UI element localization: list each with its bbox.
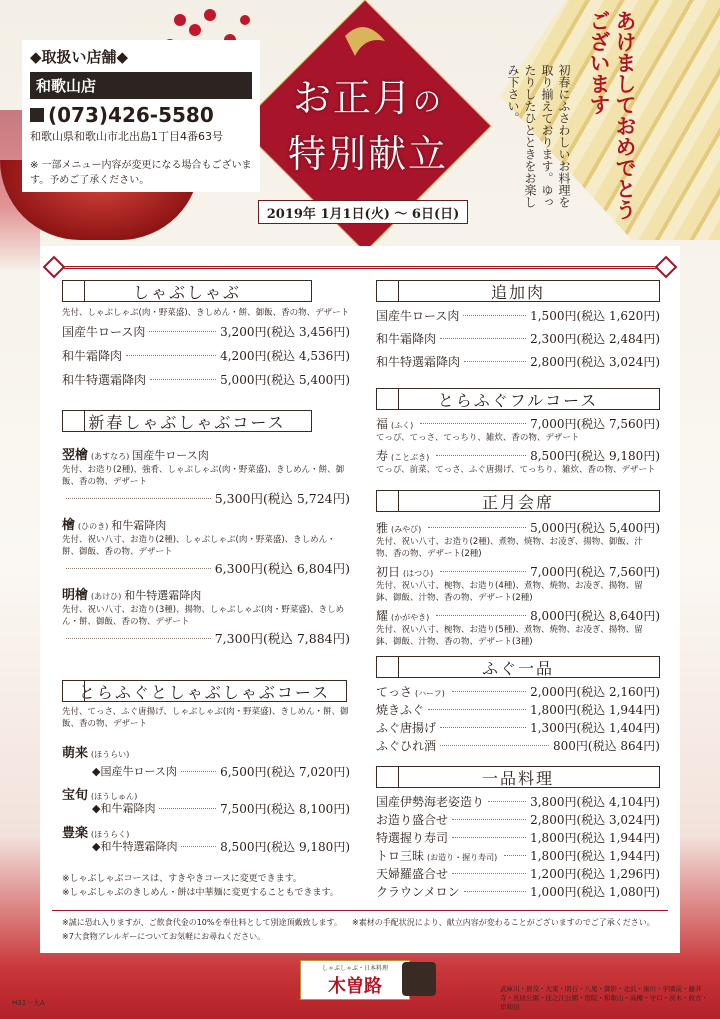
section-fugu-title: とらふぐとしゃぶしゃぶコース: [78, 682, 331, 702]
item-name: 和牛特選霜降肉: [62, 372, 147, 387]
item-furigana: (みやび): [391, 524, 422, 534]
section-fugu-ippin: [376, 656, 660, 678]
phone-icon: [30, 108, 44, 122]
item-furigana: (ふく): [391, 420, 414, 430]
item-furigana: (お造り・握り寿司): [427, 852, 498, 862]
item-desc: てっぴ、てっさ、てっちり、雑炊、香の物、デザート: [376, 433, 580, 443]
menu-row: [62, 322, 350, 340]
item-price: 5,000円(税込 5,400円): [220, 372, 350, 387]
item-desc: 先付、祝い八寸、椀物、お造り(4種)、煮物、焼物、お凌ぎ、揚物、留鉢、御飯、汁物、香の物、デザート(2種): [376, 581, 643, 603]
item-name: お造り盛合せ: [376, 812, 449, 827]
item-price: 7,000円(税込 7,560円): [530, 564, 660, 579]
item-price: 4,200円(税込 4,536円): [220, 348, 350, 363]
shabu-desc: 先付、しゃぶしゃぶ(肉・野菜盛)、きしめん・餅、御飯、香の物、デザート: [62, 308, 350, 318]
menu-row: [376, 700, 660, 718]
title-line2: 特別献立: [287, 132, 448, 176]
menu-row: [376, 864, 660, 882]
item-name: 特選握り寿司: [376, 830, 449, 845]
item-name: 耀: [376, 608, 389, 623]
menu-row: [62, 346, 350, 364]
item-desc: 先付、祝い八寸、椀物、お造り(5種)、煮物、焼物、お凌ぎ、揚物、留鉢、御飯、汁物、香の物、デザート(3種): [376, 625, 643, 647]
menu-row: [376, 518, 660, 536]
menu-row: [376, 718, 660, 736]
intro-text: 初春にふさわしいお料理を取り揃えております。ゆったりしたひとときをお楽しみ下さい。: [506, 64, 571, 208]
top-border: [52, 266, 668, 269]
course-desc: 先付、祝い八寸、お造り(3種)、揚物、しゃぶしゃぶ(肉・野菜盛)、きしめん・餅、御飯、香の物、デザート: [62, 605, 345, 627]
item-name: 和牛霜降肉: [376, 331, 437, 346]
item-price: 6,500円(税込 7,020円): [220, 764, 350, 779]
section-kaiseki-title: 正月会席: [481, 492, 554, 512]
print-code: H31一太A: [12, 999, 45, 1007]
section-shinshun: [62, 410, 312, 432]
course-furigana: (ほうらく): [91, 830, 130, 839]
item-price: 7,500円(税込 8,100円): [220, 801, 350, 816]
item-price: 1,800円(税込 1,944円): [530, 702, 660, 717]
menu-row: [376, 306, 660, 324]
section-torafugu-title: とらふぐフルコース: [437, 390, 599, 410]
menu-row: [376, 810, 660, 828]
course-furigana: (ほうしゅん): [91, 792, 138, 801]
item-name: 天婦羅盛合せ: [376, 866, 449, 881]
course-name: 明檜: [62, 588, 89, 603]
menu-row: [92, 837, 350, 855]
section-kaiseki: [376, 490, 660, 512]
item-price: 1,300円(税込 1,404円): [530, 720, 660, 735]
menu-row: [376, 414, 660, 432]
course-furigana: (ひのき): [78, 522, 109, 531]
menu-row: [62, 370, 350, 388]
item-name: 初日: [376, 564, 401, 579]
course-akehi: [62, 584, 201, 603]
footer-right: ※素材の手配状況により、献立内容が変わることがございますのでご了承ください。: [352, 918, 655, 927]
fugu-desc: 先付、てっさ、ふぐ唐揚げ、しゃぶしゃぶ(肉・野菜盛)、きしめん・餅、御飯、香の物、デザート: [62, 707, 349, 729]
item-desc: 先付、祝い八寸、お造り(2種)、煮物、焼物、お凌ぎ、揚物、御飯、汁物、香の物、デザート(2種): [376, 537, 643, 559]
course-price: 7,300円(税込 7,884円): [214, 631, 350, 646]
item-price: 2,000円(税込 2,160円): [530, 684, 660, 699]
section-shinshun-title: 新春しゃぶしゃぶコース: [88, 412, 286, 432]
item-price: 2,800円(税込 3,024円): [530, 812, 660, 827]
item-name: トロ三昧: [376, 848, 425, 863]
note-line: ※しゃぶしゃぶコースは、すきやきコースに変更できます。: [62, 874, 302, 884]
title-line1a: お正月: [292, 76, 413, 120]
logo-subtitle: しゃぶしゃぶ・日本料理: [321, 964, 388, 972]
item-price: 1,500円(税込 1,620円): [530, 308, 660, 323]
section-shabu: [62, 280, 312, 302]
item-price: 3,200円(税込 3,456円): [220, 324, 350, 339]
item-name: てっさ: [376, 684, 413, 699]
course-desc: 先付、祝い八寸、お造り(2種)、しゃぶしゃぶ(肉・野菜盛)、きしめん・餅、御飯、香の物、デザート: [62, 535, 336, 557]
store-tel: [30, 103, 252, 127]
course-asunaro: [62, 444, 209, 463]
new-year-greeting: あけましておめでとうございます: [587, 10, 638, 220]
section-shabu-title: しゃぶしゃぶ: [132, 282, 241, 302]
course-price: 5,300円(税込 5,724円): [214, 491, 350, 506]
item-name: 福: [376, 416, 389, 431]
page-title: [268, 72, 468, 180]
course-name: 宝旬: [62, 788, 89, 803]
item-name: クラウンメロン: [376, 884, 460, 899]
store-info: [22, 40, 260, 192]
logo-mark-icon: [402, 962, 436, 996]
item-furigana: (ハーフ): [415, 688, 445, 698]
item-price: 8,500円(税込 9,180円): [220, 839, 350, 854]
section-torafugu: [376, 388, 660, 410]
menu-row: [376, 606, 660, 624]
item-price: 1,000円(税込 1,080円): [530, 884, 660, 899]
section-fuguippin-title: ふぐ一品: [481, 658, 554, 678]
section-ippin: [376, 766, 660, 788]
store-name: 和歌山店: [30, 72, 252, 99]
course-price-row: [62, 629, 350, 647]
course-price-row: [62, 559, 350, 577]
menu-row: [376, 352, 660, 370]
item-name: ◆和牛霜降肉: [92, 802, 156, 815]
item-name: 寿: [376, 448, 389, 463]
item-price: 2,800円(税込 3,024円): [530, 354, 660, 369]
item-price: 1,800円(税込 1,944円): [530, 830, 660, 845]
menu-row: [376, 562, 660, 580]
item-price: 800円(税込 864円): [553, 738, 660, 753]
menu-row: [376, 846, 660, 864]
course-name: 萌来: [62, 746, 89, 761]
item-name: 雅: [376, 520, 389, 535]
left-notes: [62, 872, 362, 900]
note-line: ※しゃぶしゃぶのきしめん・餅は中華麺に変更することもできます。: [62, 888, 339, 898]
course-name: 檜: [62, 518, 76, 533]
item-name: 国産牛ロース肉: [376, 308, 460, 323]
item-furigana: (ことぶき): [391, 452, 430, 462]
menu-row: [376, 882, 660, 900]
menu-row: [376, 828, 660, 846]
menu-row: [376, 736, 660, 754]
item-name: ◆和牛特選霜降肉: [92, 840, 178, 853]
menu-row: [92, 762, 350, 780]
footer-left: [62, 916, 362, 944]
course-hinoki: [62, 514, 166, 533]
menu-row: [92, 799, 350, 817]
item-price: 8,000円(税込 8,640円): [530, 608, 660, 623]
menu-row: [376, 446, 660, 464]
item-desc: てっぴ、前菜、てっさ、ふぐ唐揚げ、てっちり、雑炊、香の物、デザート: [376, 465, 656, 475]
diamond-ornament: [43, 256, 66, 279]
kisoji-logo: [300, 960, 410, 1000]
footer-note: ※誠に恐れ入りますが、ご飲食代金の10%を奉仕料として別途頂戴致します。: [62, 918, 342, 927]
menu-row: [376, 682, 660, 700]
item-furigana: (かがやき): [391, 612, 430, 622]
item-price: 1,200円(税込 1,296円): [530, 866, 660, 881]
item-name: ふぐ唐揚げ: [376, 720, 437, 735]
item-name: ふぐひれ酒: [376, 738, 437, 753]
tel-number: (073)426-5580: [48, 103, 214, 127]
section-ippin-title: 一品料理: [481, 768, 554, 788]
section-tsuika: [376, 280, 660, 302]
item-price: 8,500円(税込 9,180円): [530, 448, 660, 463]
menu-row: [376, 792, 660, 810]
store-note: ※ 一部メニュー内容が変更になる場合もございます。予めご了承ください。: [30, 160, 252, 186]
logo-name: 木曽路: [328, 975, 382, 997]
course-price-row: [62, 489, 350, 507]
title-line1b: の: [413, 85, 444, 118]
branch-list: 武庫川・賀茂・大東・明石・八尾・御影・北浜・湊川・学園前・藤井寺・長居公園・住之江公園・宿院・和歌山・高槻・守口・茨木・枚方・岸和田: [500, 985, 708, 1011]
item-name: 焼きふぐ: [376, 702, 425, 717]
item-name: 和牛霜降肉: [62, 348, 123, 363]
item-price: 2,300円(税込 2,484円): [530, 331, 660, 346]
course-furigana: (あすなろ): [91, 452, 130, 461]
item-name: 国産伊勢海老姿造り: [376, 794, 485, 809]
item-furigana: (はつひ): [403, 568, 434, 578]
section-tsuika-title: 追加肉: [490, 282, 545, 302]
menu-row: [376, 329, 660, 347]
course-price: 6,300円(税込 6,804円): [214, 561, 350, 576]
course-hourai: [62, 742, 132, 761]
course-name: 豊楽: [62, 826, 89, 841]
course-furigana: (あけひ): [91, 592, 122, 601]
course-furigana: (ほうらい): [91, 750, 130, 759]
item-name: 和牛特選霜降肉: [376, 354, 461, 369]
item-name: 国産牛ロース肉: [62, 324, 146, 339]
course-name: 翌檜: [62, 448, 89, 463]
course-meat: 和牛霜降肉: [111, 519, 167, 532]
menu-card: [40, 246, 680, 953]
date-range: 2019年 1月1日(火) 〜 6日(日): [258, 200, 468, 224]
diamond-ornament: [655, 256, 678, 279]
store-heading: ◆取扱い店舗◆: [30, 48, 129, 66]
item-price: 5,000円(税込 5,400円): [530, 520, 660, 535]
store-address: 和歌山県和歌山市北出島1丁目4番63号: [30, 130, 223, 143]
course-desc: 先付、お造り(2種)、強肴、しゃぶしゃぶ(肉・野菜盛)、きしめん・餅、御飯、香の物、デザート: [62, 465, 345, 487]
section-fugu-shabu: [62, 680, 347, 702]
item-price: 1,800円(税込 1,944円): [530, 848, 660, 863]
course-meat: 和牛特選霜降肉: [124, 589, 202, 602]
footer-divider: [52, 910, 668, 911]
item-price: 7,000円(税込 7,560円): [530, 416, 660, 431]
footer-note: ※7大食物アレルギーについてお気軽にお尋ねください。: [62, 932, 266, 941]
course-meat: 国産牛ロース肉: [132, 449, 209, 462]
item-name: ◆国産牛ロース肉: [92, 765, 177, 778]
item-price: 3,800円(税込 4,104円): [530, 794, 660, 809]
